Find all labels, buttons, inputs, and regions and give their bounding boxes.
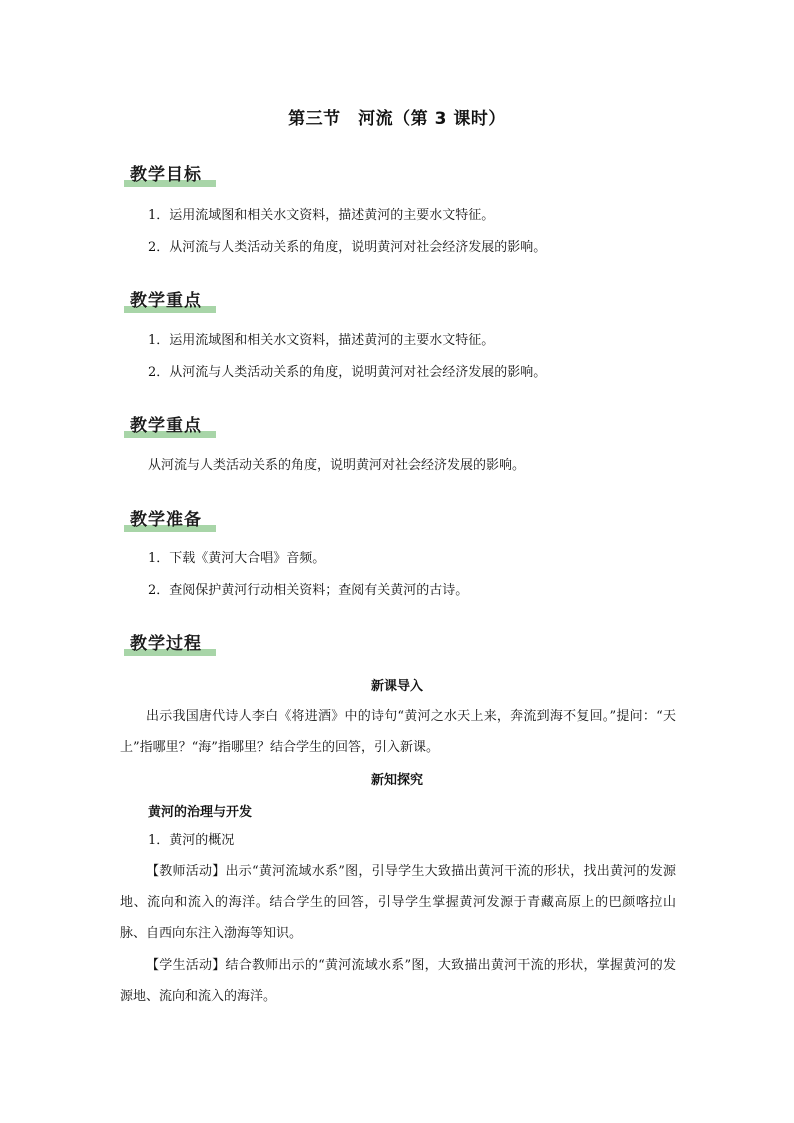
section-heading-preparation xyxy=(126,505,202,533)
goal-item-2: 2．从河流与人类活动关系的角度，说明黄河对社会经济发展的影响。 xyxy=(148,240,547,255)
heading-text: 教学目标 xyxy=(130,165,202,185)
goal-item-1: 1．运用流域图和相关水文资料，描述黄河的主要水文特征。 xyxy=(148,208,495,223)
topic-heading: 黄河的治理与开发 xyxy=(148,805,253,820)
intro-heading: 新课导入 xyxy=(370,679,423,694)
heading-text: 教学准备 xyxy=(130,510,202,530)
document-title: 第三节 河流（第 3 课时） xyxy=(288,109,506,129)
key-point-item-1: 1．运用流域图和相关水文资料，描述黄河的主要水文特征。 xyxy=(148,333,495,348)
explore-heading: 新知探究 xyxy=(370,773,423,788)
difficult-point-text: 从河流与人类活动关系的角度，说明黄河对社会经济发展的影响。 xyxy=(148,458,526,473)
heading-text: 教学过程 xyxy=(130,634,202,654)
subtopic-heading: 1．黄河的概况 xyxy=(148,833,235,848)
teacher-activity-paragraph: 【教师活动】出示“黄河流域水系”图，引导学生大致描出黄河干流的形状，找出黄河的发源地、流向和流入的海洋。结合学生的回答，引导学生掌握黄河发源于青藏高原上的巴颜喀拉山脉、自西向东注入渤海等知识。 xyxy=(120,864,676,941)
heading-text: 教学重点 xyxy=(130,291,202,311)
preparation-item-1: 1．下载《黄河大合唱》音频。 xyxy=(148,551,326,566)
intro-paragraph: 出示我国唐代诗人李白《将进酒》中的诗句“黄河之水天上来，奔流到海不复回。”提问：“天上”指哪里？“海”指哪里？结合学生的回答，引入新课。 xyxy=(120,709,676,755)
heading-text: 教学重点 xyxy=(130,416,202,436)
section-heading-key-points xyxy=(126,286,202,314)
preparation-item-2: 2．查阅保护黄河行动相关资料；查阅有关黄河的古诗。 xyxy=(148,583,469,598)
key-point-item-2: 2．从河流与人类活动关系的角度，说明黄河对社会经济发展的影响。 xyxy=(148,365,547,380)
student-activity-paragraph: 【学生活动】结合教师出示的“黄河流域水系”图，大致描出黄河干流的形状，掌握黄河的发源地、流向和流入的海洋。 xyxy=(120,958,676,1004)
section-heading-difficult-points xyxy=(126,411,202,439)
section-heading-goals xyxy=(126,160,202,188)
section-heading-process xyxy=(126,629,202,657)
